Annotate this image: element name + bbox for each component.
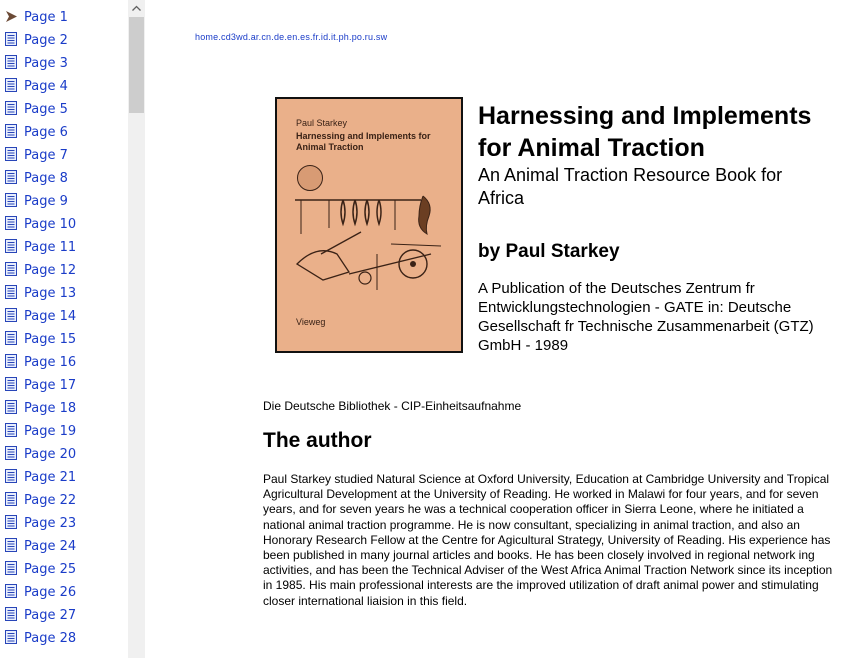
document-icon bbox=[5, 216, 18, 231]
nav-page-link[interactable]: Page 27 bbox=[24, 608, 77, 623]
nav-page-link[interactable]: Page 10 bbox=[24, 217, 77, 232]
document-icon bbox=[5, 78, 18, 93]
document-icon bbox=[5, 55, 18, 70]
document-icon bbox=[5, 354, 18, 369]
page-subtitle: An Animal Traction Resource Book for Africa bbox=[478, 165, 783, 208]
document-icon bbox=[5, 239, 18, 254]
nav-page-link[interactable]: Page 3 bbox=[24, 56, 68, 71]
nav-page-link[interactable]: Page 8 bbox=[24, 171, 68, 186]
document-icon bbox=[5, 630, 18, 645]
nav-page-item[interactable] bbox=[0, 7, 128, 30]
nav-page-item[interactable] bbox=[0, 306, 128, 329]
nav-page-link[interactable]: Page 1 bbox=[24, 10, 68, 25]
nav-page-link[interactable]: Page 12 bbox=[24, 263, 77, 278]
chevron-up-icon bbox=[128, 0, 145, 17]
nav-page-item[interactable] bbox=[0, 30, 128, 53]
document-icon bbox=[5, 400, 18, 415]
nav-page-link[interactable]: Page 26 bbox=[24, 585, 77, 600]
nav-page-link[interactable]: Page 6 bbox=[24, 125, 68, 140]
nav-page-item[interactable] bbox=[0, 122, 128, 145]
document-icon bbox=[5, 584, 18, 599]
nav-page-item[interactable] bbox=[0, 260, 128, 283]
nav-page-link[interactable]: Page 2 bbox=[24, 33, 68, 48]
page-nav-frame bbox=[0, 0, 145, 658]
nav-page-link[interactable]: Page 11 bbox=[24, 240, 77, 255]
nav-page-item[interactable] bbox=[0, 237, 128, 260]
nav-page-item[interactable] bbox=[0, 513, 128, 536]
nav-page-item[interactable] bbox=[0, 214, 128, 237]
nav-page-link[interactable]: Page 24 bbox=[24, 539, 77, 554]
nav-page-link[interactable]: Page 13 bbox=[24, 286, 77, 301]
document-icon bbox=[5, 308, 18, 323]
nav-page-link[interactable]: Page 18 bbox=[24, 401, 77, 416]
nav-page-item[interactable] bbox=[0, 559, 128, 582]
nav-page-link[interactable]: Page 25 bbox=[24, 562, 77, 577]
document-icon bbox=[5, 492, 18, 507]
nav-page-item[interactable] bbox=[0, 582, 128, 605]
nav-page-item[interactable] bbox=[0, 421, 128, 444]
document-icon bbox=[5, 32, 18, 47]
book-cover-image bbox=[275, 97, 463, 353]
document-icon bbox=[5, 285, 18, 300]
nav-page-item[interactable] bbox=[0, 398, 128, 421]
nav-page-link[interactable]: Page 5 bbox=[24, 102, 68, 117]
cover-illustration bbox=[291, 194, 451, 302]
page-nav-list bbox=[0, 7, 128, 651]
author-heading: The author bbox=[263, 429, 372, 452]
nav-page-item[interactable] bbox=[0, 628, 128, 651]
nav-page-link[interactable]: Page 16 bbox=[24, 355, 77, 370]
nav-page-item[interactable] bbox=[0, 536, 128, 559]
nav-page-link[interactable]: Page 23 bbox=[24, 516, 77, 531]
nav-page-item[interactable] bbox=[0, 145, 128, 168]
document-icon bbox=[5, 423, 18, 438]
cover-author: Paul Starkey bbox=[296, 118, 348, 128]
document-icon bbox=[5, 147, 18, 162]
cover-publisher: Vieweg bbox=[296, 317, 326, 327]
nav-page-item[interactable] bbox=[0, 283, 128, 306]
document-icon bbox=[5, 377, 18, 392]
nav-page-item[interactable] bbox=[0, 467, 128, 490]
document-icon bbox=[5, 538, 18, 553]
nav-page-link[interactable]: Page 4 bbox=[24, 79, 68, 94]
document-icon bbox=[5, 331, 18, 346]
document-icon bbox=[5, 170, 18, 185]
nav-page-link[interactable]: Page 7 bbox=[24, 148, 68, 163]
document-icon bbox=[5, 124, 18, 139]
document-icon bbox=[5, 607, 18, 622]
nav-page-item[interactable] bbox=[0, 329, 128, 352]
document-icon bbox=[5, 446, 18, 461]
nav-page-item[interactable] bbox=[0, 444, 128, 467]
nav-page-link[interactable]: Page 28 bbox=[24, 631, 77, 646]
nav-page-item[interactable] bbox=[0, 168, 128, 191]
publication-info: A Publication of the Deutsches Zentrum fr Entwicklungstechnologien - GATE in: Deutsche Gesellschaft fr Technische Zusammenarbeit (GTZ) GmbH - 1989 bbox=[478, 280, 814, 354]
document-icon bbox=[5, 515, 18, 530]
scroll-thumb[interactable] bbox=[129, 17, 144, 113]
nav-page-item[interactable] bbox=[0, 352, 128, 375]
nav-page-link[interactable]: Page 14 bbox=[24, 309, 77, 324]
nav-page-link[interactable]: Page 15 bbox=[24, 332, 77, 347]
language-links[interactable]: home.cd3wd.ar.cn.de.en.es.fr.id.it.ph.po.ru.sw bbox=[195, 32, 388, 42]
nav-scrollbar[interactable] bbox=[128, 0, 145, 658]
nav-page-link[interactable]: Page 20 bbox=[24, 447, 77, 462]
scroll-up-button[interactable] bbox=[128, 0, 145, 17]
document-icon bbox=[5, 262, 18, 277]
nav-page-item[interactable] bbox=[0, 605, 128, 628]
author-paragraph: Paul Starkey studied Natural Science at Oxford University, Education at Cambridge University and Tropical Agricultural Development at the University of Reading. He worked in Malawi for four years, and for seven years, and for seven years he was a technical cooperation officer in Sierra Leone, where he initiated a national animal traction programme. He is now consultant, specializing in animal traction, and also an Honorary Research Fellow at the Centre for Agicultural Strategy, University of Reading. His experience has been published in many journal articles and books. He has been closely involved in regional network ing activities, and has been the Technical Adviser of the West Africa Animal Traction Network since its inception in 1985. His main professional interests are the improved utilization of draft animal power and stimulating closer international liaision in this field. bbox=[263, 472, 833, 608]
nav-page-item[interactable] bbox=[0, 191, 128, 214]
nav-page-item[interactable] bbox=[0, 53, 128, 76]
nav-page-item[interactable] bbox=[0, 490, 128, 513]
nav-page-item[interactable] bbox=[0, 375, 128, 398]
nav-page-link[interactable]: Page 9 bbox=[24, 194, 68, 209]
cover-badge bbox=[297, 165, 323, 191]
document-icon bbox=[5, 101, 18, 116]
document-icon bbox=[5, 193, 18, 208]
nav-page-item[interactable] bbox=[0, 99, 128, 122]
nav-page-link[interactable]: Page 21 bbox=[24, 470, 77, 485]
document-icon bbox=[5, 469, 18, 484]
nav-page-item[interactable] bbox=[0, 76, 128, 99]
current-page-arrow-icon bbox=[5, 9, 18, 24]
nav-page-link[interactable]: Page 22 bbox=[24, 493, 77, 508]
cip-line: Die Deutsche Bibliothek - CIP-Einheitsaufnahme bbox=[263, 399, 522, 413]
nav-page-link[interactable]: Page 17 bbox=[24, 378, 77, 393]
page-title: Harnessing and Implements for Animal Traction bbox=[478, 102, 812, 162]
book-author: by Paul Starkey bbox=[478, 241, 620, 262]
content-frame bbox=[145, 0, 844, 658]
cover-title: Harnessing and Implements for Animal Traction bbox=[296, 131, 431, 152]
nav-page-link[interactable]: Page 19 bbox=[24, 424, 77, 439]
document-icon bbox=[5, 561, 18, 576]
